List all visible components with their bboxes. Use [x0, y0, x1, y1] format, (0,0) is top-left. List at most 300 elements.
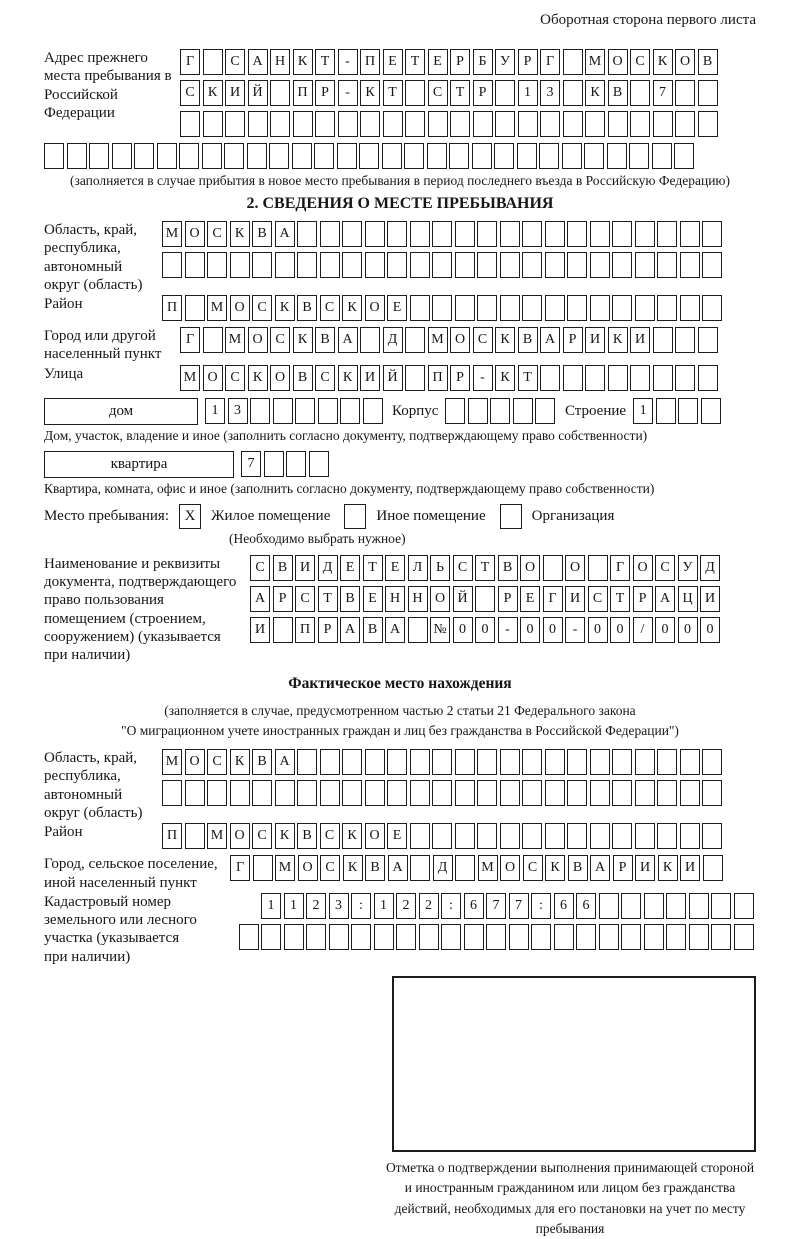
char-box[interactable] [635, 252, 655, 278]
char-box[interactable]: - [498, 617, 518, 643]
char-box[interactable]: 0 [655, 617, 675, 643]
char-box[interactable] [286, 451, 306, 477]
char-box[interactable] [455, 855, 475, 881]
char-box[interactable] [252, 252, 272, 278]
char-box[interactable] [410, 780, 430, 806]
char-box[interactable] [635, 780, 655, 806]
char-box[interactable] [500, 295, 520, 321]
char-box[interactable]: О [230, 823, 250, 849]
char-box[interactable] [342, 252, 362, 278]
char-box[interactable]: В [518, 327, 538, 353]
char-box[interactable]: В [568, 855, 588, 881]
char-box[interactable] [432, 823, 452, 849]
char-box[interactable] [477, 749, 497, 775]
char-box[interactable] [500, 221, 520, 247]
char-box[interactable]: П [360, 49, 380, 75]
char-box[interactable] [320, 749, 340, 775]
char-box[interactable] [387, 221, 407, 247]
char-box[interactable] [522, 780, 542, 806]
char-box[interactable] [629, 143, 649, 169]
char-box[interactable] [455, 749, 475, 775]
char-box[interactable]: К [293, 49, 313, 75]
char-box[interactable] [293, 111, 313, 137]
char-box[interactable] [185, 823, 205, 849]
char-box[interactable] [585, 111, 605, 137]
char-box[interactable] [89, 143, 109, 169]
char-box[interactable]: А [340, 617, 360, 643]
char-box[interactable] [702, 221, 722, 247]
char-box[interactable] [702, 749, 722, 775]
char-box[interactable] [567, 221, 587, 247]
char-box[interactable]: В [293, 365, 313, 391]
char-box[interactable]: С [630, 49, 650, 75]
char-box[interactable] [599, 924, 619, 950]
char-box[interactable] [680, 295, 700, 321]
char-box[interactable] [675, 111, 695, 137]
char-box[interactable]: И [225, 80, 245, 106]
char-box[interactable]: - [565, 617, 585, 643]
char-box[interactable]: Ь [430, 555, 450, 581]
char-box[interactable] [531, 924, 551, 950]
char-box[interactable] [563, 365, 583, 391]
char-box[interactable]: М [207, 823, 227, 849]
char-box[interactable]: К [343, 855, 363, 881]
char-box[interactable]: О [430, 586, 450, 612]
char-box[interactable]: 0 [610, 617, 630, 643]
char-box[interactable]: К [342, 295, 362, 321]
char-box[interactable] [455, 823, 475, 849]
char-box[interactable]: С [523, 855, 543, 881]
char-box[interactable] [404, 143, 424, 169]
char-box[interactable]: С [207, 221, 227, 247]
char-box[interactable]: : [351, 893, 371, 919]
char-box[interactable] [203, 327, 223, 353]
char-box[interactable]: О [230, 295, 250, 321]
char-box[interactable]: П [295, 617, 315, 643]
char-box[interactable] [359, 143, 379, 169]
char-box[interactable] [270, 111, 290, 137]
char-box[interactable] [702, 780, 722, 806]
char-box[interactable] [666, 924, 686, 950]
char-box[interactable] [563, 49, 583, 75]
char-box[interactable] [477, 221, 497, 247]
char-box[interactable] [702, 823, 722, 849]
char-box[interactable] [342, 749, 362, 775]
char-box[interactable]: Т [610, 586, 630, 612]
char-box[interactable]: № [430, 617, 450, 643]
char-box[interactable] [630, 80, 650, 106]
char-box[interactable]: Е [340, 555, 360, 581]
char-box[interactable] [612, 221, 632, 247]
char-box[interactable] [455, 295, 475, 321]
char-box[interactable] [387, 749, 407, 775]
char-box[interactable] [432, 780, 452, 806]
char-box[interactable] [607, 143, 627, 169]
char-box[interactable]: М [275, 855, 295, 881]
char-box[interactable]: О [248, 327, 268, 353]
char-box[interactable]: О [365, 823, 385, 849]
char-box[interactable]: П [162, 295, 182, 321]
char-box[interactable]: М [180, 365, 200, 391]
char-box[interactable] [297, 252, 317, 278]
char-box[interactable] [247, 143, 267, 169]
char-box[interactable]: М [478, 855, 498, 881]
char-box[interactable] [477, 295, 497, 321]
char-box[interactable]: Д [433, 855, 453, 881]
char-box[interactable]: Ц [678, 586, 698, 612]
char-box[interactable] [517, 143, 537, 169]
char-box[interactable] [338, 111, 358, 137]
char-box[interactable] [588, 555, 608, 581]
char-box[interactable]: О [500, 855, 520, 881]
char-box[interactable] [562, 143, 582, 169]
char-box[interactable]: К [275, 823, 295, 849]
char-box[interactable] [680, 780, 700, 806]
char-box[interactable]: А [275, 749, 295, 775]
char-box[interactable] [284, 924, 304, 950]
char-box[interactable]: У [495, 49, 515, 75]
char-box[interactable] [185, 252, 205, 278]
char-box[interactable] [383, 111, 403, 137]
char-box[interactable]: 6 [554, 893, 574, 919]
char-box[interactable] [522, 749, 542, 775]
char-box[interactable] [522, 823, 542, 849]
char-box[interactable] [314, 143, 334, 169]
char-box[interactable] [360, 327, 380, 353]
char-box[interactable]: - [473, 365, 493, 391]
char-box[interactable]: В [608, 80, 628, 106]
char-box[interactable] [253, 855, 273, 881]
char-box[interactable] [475, 586, 495, 612]
char-box[interactable]: М [207, 295, 227, 321]
char-box[interactable]: Р [318, 617, 338, 643]
char-box[interactable] [248, 111, 268, 137]
char-box[interactable]: Р [563, 327, 583, 353]
char-box[interactable] [340, 398, 360, 424]
char-box[interactable] [494, 143, 514, 169]
char-box[interactable] [608, 111, 628, 137]
char-box[interactable] [449, 143, 469, 169]
char-box[interactable] [477, 823, 497, 849]
char-box[interactable]: И [635, 855, 655, 881]
char-box[interactable] [545, 823, 565, 849]
char-box[interactable]: И [630, 327, 650, 353]
char-box[interactable] [405, 327, 425, 353]
char-box[interactable] [675, 365, 695, 391]
char-box[interactable] [734, 893, 754, 919]
char-box[interactable]: 7 [653, 80, 673, 106]
char-box[interactable] [477, 780, 497, 806]
char-box[interactable] [427, 143, 447, 169]
char-box[interactable] [230, 252, 250, 278]
char-box[interactable]: П [162, 823, 182, 849]
char-box[interactable] [590, 749, 610, 775]
char-box[interactable]: А [388, 855, 408, 881]
char-box[interactable] [554, 924, 574, 950]
char-box[interactable]: Р [633, 586, 653, 612]
char-box[interactable] [698, 80, 718, 106]
char-box[interactable] [419, 924, 439, 950]
char-box[interactable]: С [588, 586, 608, 612]
char-box[interactable]: В [252, 221, 272, 247]
char-box[interactable] [567, 780, 587, 806]
char-box[interactable] [500, 780, 520, 806]
char-box[interactable] [500, 749, 520, 775]
char-box[interactable] [410, 295, 430, 321]
char-box[interactable] [635, 295, 655, 321]
char-box[interactable] [315, 111, 335, 137]
char-box[interactable]: В [273, 555, 293, 581]
char-box[interactable] [486, 924, 506, 950]
char-box[interactable]: Т [315, 49, 335, 75]
char-box[interactable] [445, 398, 465, 424]
char-box[interactable]: М [585, 49, 605, 75]
char-box[interactable]: Т [518, 365, 538, 391]
char-box[interactable]: О [185, 749, 205, 775]
char-box[interactable] [477, 252, 497, 278]
char-box[interactable]: С [252, 823, 272, 849]
char-box[interactable]: Й [453, 586, 473, 612]
char-box[interactable]: 6 [576, 893, 596, 919]
char-box[interactable] [252, 780, 272, 806]
char-box[interactable] [540, 111, 560, 137]
char-box[interactable]: : [531, 893, 551, 919]
char-box[interactable]: В [365, 855, 385, 881]
char-box[interactable]: К [230, 749, 250, 775]
char-box[interactable] [275, 780, 295, 806]
char-box[interactable] [563, 111, 583, 137]
char-box[interactable]: О [675, 49, 695, 75]
char-box[interactable] [250, 398, 270, 424]
char-box[interactable] [590, 823, 610, 849]
char-box[interactable]: И [360, 365, 380, 391]
char-box[interactable]: Р [450, 49, 470, 75]
char-box[interactable] [387, 252, 407, 278]
char-box[interactable] [297, 780, 317, 806]
char-box[interactable] [711, 924, 731, 950]
char-box[interactable] [674, 143, 694, 169]
char-box[interactable] [432, 221, 452, 247]
char-box[interactable]: К [658, 855, 678, 881]
char-box[interactable]: О [450, 327, 470, 353]
char-box[interactable]: 0 [475, 617, 495, 643]
char-box[interactable]: М [162, 749, 182, 775]
char-box[interactable] [162, 780, 182, 806]
char-box[interactable] [657, 252, 677, 278]
char-box[interactable]: Е [428, 49, 448, 75]
char-box[interactable]: В [297, 823, 317, 849]
char-box[interactable]: Г [180, 49, 200, 75]
char-box[interactable] [360, 111, 380, 137]
char-box[interactable]: В [297, 295, 317, 321]
char-box[interactable] [309, 451, 329, 477]
char-box[interactable]: И [250, 617, 270, 643]
char-box[interactable] [264, 451, 284, 477]
char-box[interactable] [455, 252, 475, 278]
char-box[interactable]: О [203, 365, 223, 391]
char-box[interactable]: 0 [453, 617, 473, 643]
char-box[interactable] [450, 111, 470, 137]
char-box[interactable]: А [590, 855, 610, 881]
char-box[interactable] [408, 617, 428, 643]
char-box[interactable] [657, 221, 677, 247]
char-box[interactable]: Р [613, 855, 633, 881]
char-box[interactable]: А [275, 221, 295, 247]
char-box[interactable]: Л [408, 555, 428, 581]
char-box[interactable]: - [338, 80, 358, 106]
char-box[interactable] [734, 924, 754, 950]
char-box[interactable]: И [585, 327, 605, 353]
char-box[interactable] [351, 924, 371, 950]
char-box[interactable]: 7 [486, 893, 506, 919]
char-box[interactable]: Т [318, 586, 338, 612]
char-box[interactable]: П [428, 365, 448, 391]
char-box[interactable]: Б [473, 49, 493, 75]
char-box[interactable] [657, 749, 677, 775]
char-box[interactable]: О [185, 221, 205, 247]
residence-checkbox-dwelling[interactable]: X [179, 504, 201, 529]
char-box[interactable]: : [441, 893, 461, 919]
char-box[interactable] [680, 823, 700, 849]
char-box[interactable] [405, 365, 425, 391]
char-box[interactable]: 0 [678, 617, 698, 643]
char-box[interactable]: Е [363, 586, 383, 612]
char-box[interactable] [320, 780, 340, 806]
char-box[interactable] [500, 252, 520, 278]
char-box[interactable]: У [678, 555, 698, 581]
char-box[interactable] [545, 780, 565, 806]
char-box[interactable] [689, 893, 709, 919]
char-box[interactable]: С [270, 327, 290, 353]
char-box[interactable] [363, 398, 383, 424]
char-box[interactable]: Е [387, 295, 407, 321]
char-box[interactable]: О [608, 49, 628, 75]
char-box[interactable] [621, 924, 641, 950]
char-box[interactable] [585, 365, 605, 391]
char-box[interactable] [653, 111, 673, 137]
char-box[interactable]: Т [450, 80, 470, 106]
char-box[interactable] [590, 780, 610, 806]
char-box[interactable] [239, 924, 259, 950]
char-box[interactable] [179, 143, 199, 169]
char-box[interactable]: К [585, 80, 605, 106]
char-box[interactable] [701, 398, 721, 424]
char-box[interactable]: И [700, 586, 720, 612]
char-box[interactable] [567, 749, 587, 775]
char-box[interactable] [157, 143, 177, 169]
char-box[interactable]: К [203, 80, 223, 106]
char-box[interactable]: 1 [374, 893, 394, 919]
char-box[interactable] [275, 252, 295, 278]
char-box[interactable]: К [275, 295, 295, 321]
char-box[interactable]: К [338, 365, 358, 391]
char-box[interactable] [306, 924, 326, 950]
char-box[interactable] [567, 252, 587, 278]
char-box[interactable]: К [653, 49, 673, 75]
char-box[interactable]: С [225, 365, 245, 391]
char-box[interactable] [543, 555, 563, 581]
char-box[interactable]: 1 [518, 80, 538, 106]
char-box[interactable] [657, 295, 677, 321]
char-box[interactable]: В [363, 617, 383, 643]
char-box[interactable] [410, 855, 430, 881]
char-box[interactable] [365, 252, 385, 278]
char-box[interactable] [365, 780, 385, 806]
char-box[interactable] [711, 893, 731, 919]
char-box[interactable] [410, 823, 430, 849]
char-box[interactable]: К [248, 365, 268, 391]
char-box[interactable]: Р [473, 80, 493, 106]
char-box[interactable] [269, 143, 289, 169]
char-box[interactable]: О [365, 295, 385, 321]
char-box[interactable] [513, 398, 533, 424]
char-box[interactable] [666, 893, 686, 919]
char-box[interactable] [612, 749, 632, 775]
char-box[interactable]: С [225, 49, 245, 75]
char-box[interactable] [539, 143, 559, 169]
char-box[interactable] [590, 295, 610, 321]
char-box[interactable]: Г [540, 49, 560, 75]
char-box[interactable] [703, 855, 723, 881]
char-box[interactable]: П [293, 80, 313, 106]
char-box[interactable] [185, 780, 205, 806]
char-box[interactable] [112, 143, 132, 169]
char-box[interactable]: 3 [228, 398, 248, 424]
char-box[interactable] [576, 924, 596, 950]
char-box[interactable] [630, 365, 650, 391]
char-box[interactable]: 2 [306, 893, 326, 919]
char-box[interactable] [584, 143, 604, 169]
char-box[interactable] [273, 398, 293, 424]
char-box[interactable]: 2 [396, 893, 416, 919]
char-box[interactable] [473, 111, 493, 137]
char-box[interactable] [342, 780, 362, 806]
char-box[interactable]: О [565, 555, 585, 581]
char-box[interactable]: С [180, 80, 200, 106]
char-box[interactable]: С [207, 749, 227, 775]
char-box[interactable] [680, 221, 700, 247]
char-box[interactable] [678, 398, 698, 424]
char-box[interactable]: В [340, 586, 360, 612]
char-box[interactable] [365, 749, 385, 775]
char-box[interactable]: Г [230, 855, 250, 881]
char-box[interactable]: Й [248, 80, 268, 106]
char-box[interactable]: К [495, 327, 515, 353]
char-box[interactable]: С [250, 555, 270, 581]
char-box[interactable]: А [655, 586, 675, 612]
residence-checkbox-organization[interactable] [500, 504, 522, 529]
char-box[interactable]: И [565, 586, 585, 612]
char-box[interactable] [405, 111, 425, 137]
char-box[interactable] [590, 221, 610, 247]
char-box[interactable] [134, 143, 154, 169]
char-box[interactable]: О [270, 365, 290, 391]
char-box[interactable] [567, 295, 587, 321]
char-box[interactable]: Р [518, 49, 538, 75]
char-box[interactable] [535, 398, 555, 424]
char-box[interactable] [320, 221, 340, 247]
char-box[interactable]: 0 [543, 617, 563, 643]
char-box[interactable] [297, 221, 317, 247]
char-box[interactable] [653, 365, 673, 391]
char-box[interactable] [365, 221, 385, 247]
char-box[interactable] [292, 143, 312, 169]
char-box[interactable] [509, 924, 529, 950]
char-box[interactable] [432, 749, 452, 775]
char-box[interactable] [202, 143, 222, 169]
char-box[interactable]: Р [273, 586, 293, 612]
char-box[interactable] [396, 924, 416, 950]
